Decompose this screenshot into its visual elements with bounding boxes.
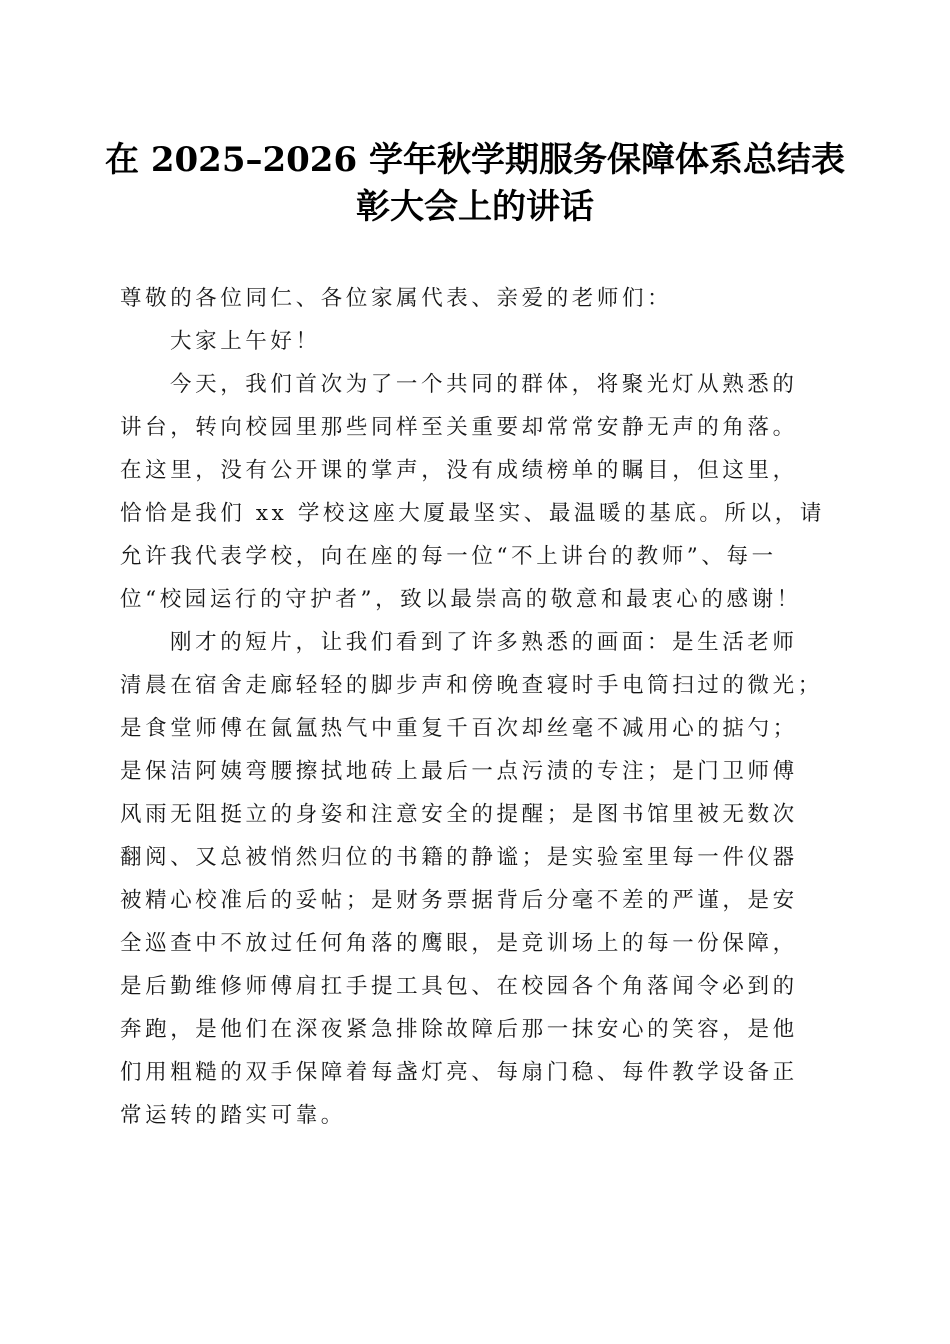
paragraph-2-line: 是食堂师傅在氤氲热气中重复千百次却丝毫不减用心的掂勺； (120, 716, 798, 741)
paragraph-2-line: 奔跑，是他们在深夜紧急排除故障后那一抹安心的笑容，是他 (120, 1017, 798, 1042)
paragraph-2-line: 刚才的短片，让我们看到了许多熟悉的画面：是生活老师 (170, 630, 798, 655)
paragraph-1-line: 讲台，转向校园里那些同样至关重要却常常安静无声的角落。 (120, 415, 798, 440)
salutation: 大家上午好！ (170, 329, 321, 354)
paragraph-1-line: 今天，我们首次为了一个共同的群体，将聚光灯从熟悉的 (170, 372, 798, 397)
paragraph-1-line: 允许我代表学校，向在座的每一位“不上讲台的教师”、每一 (120, 544, 777, 569)
paragraph-2-line: 风雨无阻挺立的身姿和注意安全的提醒；是图书馆里被无数次 (120, 802, 798, 827)
document-title-line-2: 彰大会上的讲话 (356, 187, 594, 227)
paragraph-2-line: 全巡查中不放过任何角落的鹰眼，是竞训场上的每一份保障， (120, 931, 798, 956)
paragraph-1-line: 位“校园运行的守护者”，致以最崇高的敬意和最衷心的感谢！ (120, 587, 802, 612)
paragraph-2-line: 翻阅、又总被悄然归位的书籍的静谧；是实验室里每一件仪器 (120, 845, 798, 870)
paragraph-2-line: 是保洁阿姨弯腰擦拭地砖上最后一点污渍的专注；是门卫师傅 (120, 759, 798, 784)
paragraph-2-line: 被精心校准后的妥帖；是财务票据背后分毫不差的严谨，是安 (120, 888, 798, 913)
paragraph-2-line: 常运转的踏实可靠。 (120, 1103, 346, 1128)
paragraph-1-line: 恰恰是我们 xx 学校这座大厦最坚实、最温暖的基底。所以，请 (120, 501, 825, 526)
greeting: 尊敬的各位同仁、各位家属代表、亲爱的老师们： (120, 286, 673, 311)
document-title-line-1: 在 2025–2026 学年秋学期服务保障体系总结表 (105, 140, 845, 180)
paragraph-2-line: 清晨在宿舍走廊轻轻的脚步声和傍晚查寝时手电筒扫过的微光； (120, 673, 823, 698)
paragraph-2-line: 是后勤维修师傅肩扛手提工具包、在校园各个角落闻令必到的 (120, 974, 798, 999)
paragraph-1-line: 在这里，没有公开课的掌声，没有成绩榜单的瞩目，但这里， (120, 458, 798, 483)
paragraph-2-line: 们用粗糙的双手保障着每盏灯亮、每扇门稳、每件教学设备正 (120, 1060, 798, 1085)
